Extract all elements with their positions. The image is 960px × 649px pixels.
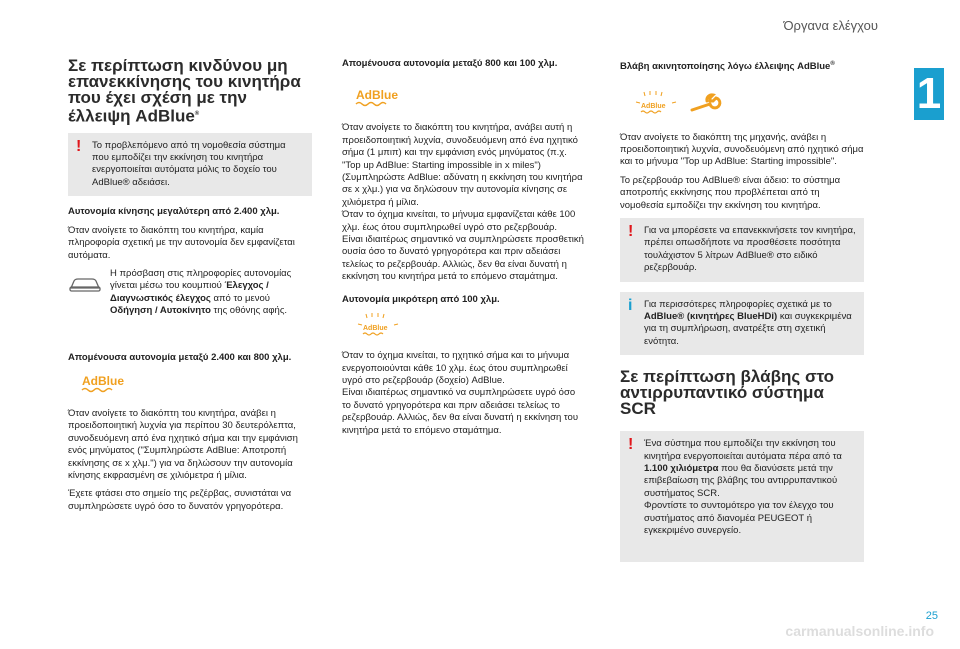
- adblue-flashing-icon: [352, 312, 404, 342]
- range-2400-800-text: Όταν ανοίγετε το διακόπτη του κινητήρα, ανάβει η προειδοποιητική λυχνία για περίπου 30 δευτερόλεπτα, συνοδευόμενη από ένα ηχητικό σήμα και την εμφάνιση ενός μηνύματος ("Συμπληρώστε AdBlue: Αποτροπή εκκίνησης σε x χλμ.") για να δηλώσουν την αυτονομία κίνησης εκφρασμένη σε χιλιόμετρα ή μίλια.: [68, 407, 298, 481]
- range-2400-800-text-2: Έχετε φτάσει στο σημείο της ρεζέρβας, συνιστάται να συμπληρώσετε υγρό όσο το δυνατόν γρηγορότερα.: [68, 488, 292, 512]
- chapter-tab: 1: [914, 68, 944, 120]
- section-title-refill-risk: Σε περίπτωση κινδύνου μη επανεκκίνησης του κινητήρα που έχει σχέση με την έλλειψη AdBlue®: [68, 56, 301, 126]
- adblue-flashing-lamp: [352, 312, 586, 342]
- range-under-100-title: Αυτονομία μικρότερη από 100 χλμ.: [342, 293, 500, 305]
- watermark: carmanualsonline.info: [785, 623, 934, 639]
- chapter-title: Όργανα ελέγχου: [783, 18, 878, 33]
- column-2: [342, 58, 586, 443]
- adblue-icon: [78, 370, 126, 396]
- column-1: [68, 58, 312, 519]
- warning-box-refill: ! Για να μπορέσετε να επανεκκινήσετε τον κινητήρα, πρέπει οπωσδήποτε να προσθέσετε ποσότητα τουλάχιστον 5 λίτρων AdBlue® στο ειδικό ρεζερβουάρ.: [620, 218, 864, 282]
- adblue-icon: [352, 84, 400, 110]
- range-over-2400-title: Αυτονομία κίνησης μεγαλύτερη από 2.400 χλμ.: [68, 206, 280, 218]
- scr-fault-title: Σε περίπτωση βλάβης στο αντιρρυπαντικό σύστημα SCR: [620, 367, 835, 419]
- svg-text:AdBlue: AdBlue: [363, 325, 388, 333]
- adblue-warning-lamp: [78, 370, 312, 400]
- immobilisation-title: Βλάβη ακινητοποίησης λόγω έλλειψης AdBlue®: [620, 61, 835, 73]
- page-number: 25: [925, 610, 938, 622]
- info-icon: i: [628, 296, 633, 314]
- car-icon: [68, 274, 102, 294]
- range-800-100-title: Απομένουσα αυτονομία μεταξύ 800 και 100 χλμ.: [342, 58, 558, 69]
- svg-text:AdBlue: AdBlue: [82, 373, 124, 388]
- range-over-2400-text: Όταν ανοίγετε το διακόπτη του κινητήρα, καμία πληροφορία σχετική με την αυτονομία δεν εμφανίζεται αυτόματα.: [68, 224, 295, 261]
- warning-icon: !: [628, 436, 634, 454]
- range-800-100-text-2: Όταν το όχημα κινείται, το μήνυμα εμφανίζεται κάθε 100 χλμ. έως ότου συμπληρωθεί υγρό στο ρεζερβουάρ.: [342, 209, 576, 233]
- warning-box: ! Το προβλεπόμενο από τη νομοθεσία σύστημα που εμποδίζει την εκκίνηση του κινητήρα ενεργοποιείται αυτόματα μόλις το δοχείο του AdBlue® αδειάσει.: [68, 133, 312, 197]
- svg-text:AdBlue: AdBlue: [356, 88, 398, 103]
- warning-icon: !: [76, 137, 82, 155]
- immobilisation-text-2: Το ρεζερβουάρ του AdBlue® είναι άδειο: το σύστημα αποτροπής εκκίνησης που προβλέπεται από τη νομοθεσία εμποδίζει την εκκίνηση του κινητήρα.: [620, 174, 841, 211]
- adblue-warning-lamp: [352, 84, 586, 114]
- range-under-100-text-2: Είναι ιδιαιτέρως σημαντικό να συμπληρώσετε υγρό όσο το δυνατό γρηγορότερα και πριν αδειάσει τελείως το ρεζερβουάρ. Αλλιώς, δεν θα είναι δυνατή η εκκίνηση του κινητήρα μετά το επόμενο σταμάτημα.: [342, 387, 579, 436]
- svg-text:AdBlue: AdBlue: [641, 102, 666, 110]
- column-3: [620, 58, 864, 572]
- warning-box-scr: ! Ένα σύστημα που εμποδίζει την εκκίνηση του κινητήρα ενεργοποιείται αυτόματα πέρα από τα 1.100 χιλιόμετρα που θα διανύσετε μετά την επιβεβαίωση της βλάβης του αντιρρυπαντικού συστήματος SCR. Φροντίστε το συντομότερο για τον έλεγχο του συστήματος από διανομέα PEUGEOT ή εγκεκριμένο συνεργείο.: [620, 431, 864, 561]
- range-800-100-text-3: Είναι ιδιαιτέρως σημαντικό να συμπληρώσετε προσθετική ουσία όσο το δυνατό γρηγορότερα και πριν αδειάσει τελείως το ρεζερβουάρ. Αλλιώς, δεν θα είναι δυνατή η εκκίνηση του κινητήρα μετά το επόμενο σταμάτημα.: [342, 234, 584, 283]
- warning-icon: !: [628, 223, 634, 240]
- adblue-service-lamp: [630, 90, 864, 124]
- range-under-100-text: Όταν το όχημα κινείται, το ηχητικό σήμα και το μήνυμα ενεργοποιούνται κάθε 10 χλμ. έως ότου συμπληρωθεί υγρό στο ρεζερβουάρ (δοχείο) AdBlue.: [342, 350, 570, 386]
- nav-instruction: Η πρόσβαση στις πληροφορίες αυτονομίας γίνεται μέσω του κουμπιού Έλεγχος / Διαγνωστικός έλεγχος από το μενού Οδήγηση / Αυτοκίνητο της οθόνης αφής.: [68, 268, 312, 318]
- info-box: i Για περισσότερες πληροφορίες σχετικά με το AdBlue® (κινητήρες BlueHDi) και συγκεκριμένα για τη συμπλήρωση, ανατρέξτε στη σχετική ενότητα.: [620, 292, 864, 356]
- adblue-wrench-icon: [630, 90, 730, 122]
- range-2400-800-title: Απομένουσα αυτονομία μεταξύ 2.400 και 800 χλμ.: [68, 351, 292, 363]
- immobilisation-text: Όταν ανοίγετε το διακόπτη της μηχανής, ανάβει η προειδοποιητική λυχνία, συνοδευόμενη από ηχητικό σήμα και το μήνυμα "Top up AdBlue: Starting impossible".: [620, 131, 864, 168]
- range-800-100-text: Όταν ανοίγετε το διακόπτη του κινητήρα, ανάβει αυτή η προειδοποιητική λυχνία, συνοδευόμενη από ένα ηχητικό σήμα (1 μπιπ) και την εμφάνιση ενός μηνύματος (π.χ. "Top up AdBlue: Starting impossible in x miles") (Συμπληρώστε AdBlue: αδύνατη η εκκίνηση του κινητήρα σε x χλμ.) για να δηλώσουν την αυτονομία κίνησης σε χιλιόμετρα ή μίλια.: [342, 122, 583, 208]
